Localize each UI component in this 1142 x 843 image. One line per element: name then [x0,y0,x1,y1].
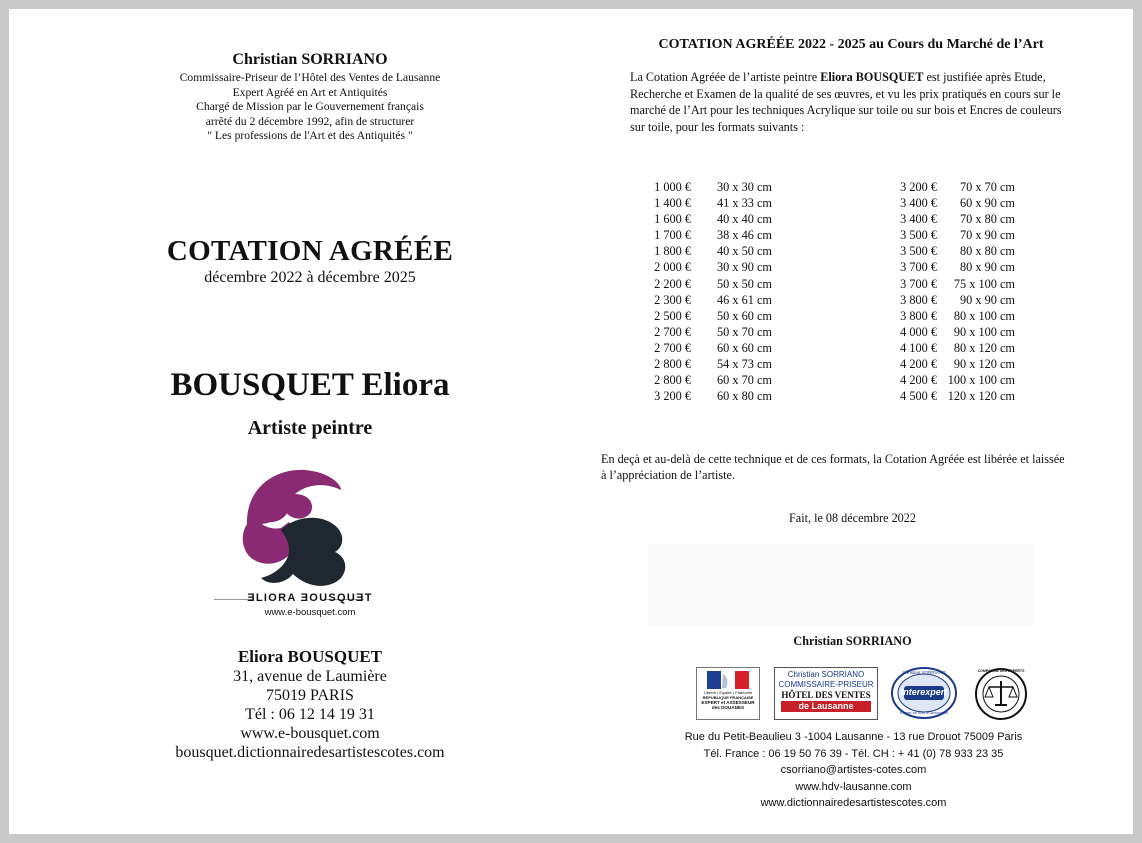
price-row [649,179,1015,195]
format-small: 60 x 60 cm [717,340,772,355]
format-large: 100 x 100 cm [947,373,1015,388]
price-table [649,179,1015,404]
badge-hotel-name: Christian SORRIANO [787,670,865,679]
badge-compagnie-label: COMPAGNIE DES EXPERTS [977,669,1025,673]
price-row [649,356,1015,372]
price-small: 1 800 € [654,244,691,259]
format-large: 90 x 100 cm [953,324,1015,339]
format-small: 30 x 90 cm [717,260,772,275]
price-small: 2 200 € [654,276,691,291]
signature-date: Fait, le 08 décembre 2022 [789,511,916,525]
cotation-period: décembre 2022 à décembre 2025 [204,269,416,286]
price-list-title: COTATION AGRÉÉE 2022 - 2025 au Cours du Marché de l’Art [658,37,1044,52]
format-large: 70 x 80 cm [960,212,1015,227]
price-small: 2 300 € [654,292,691,307]
intro-artist-name: Eliora BOUSQUET [820,70,924,84]
format-large: 80 x 120 cm [953,340,1015,355]
contact-city: 75019 PARIS [266,687,354,704]
badge-expert-word: expert [920,687,948,697]
format-small: 40 x 40 cm [717,212,772,227]
price-large: 3 400 € [900,212,937,227]
badge-hotel-role: COMMISSAIRE-PRISEUR [778,680,874,689]
price-small: 2 700 € [654,340,691,355]
price-small: 2 500 € [654,308,691,323]
price-row [649,292,1015,308]
hotel-des-ventes-badge [774,667,878,720]
artist-logo [237,464,352,594]
badge-hotel-ventes: HÔTEL DES VENTES [781,690,871,700]
price-row [649,211,1015,227]
format-small: 38 x 46 cm [717,228,772,243]
format-large: 120 x 120 cm [947,389,1015,404]
document-sheet [9,9,1133,834]
artist-role: Artiste peintre [247,417,373,439]
price-large: 3 800 € [900,308,937,323]
format-small: 50 x 60 cm [717,308,772,323]
intro-text-end: est justifiée après Etude, Recherche et Examen de la qualité de ses œuvres, et vu les prix pratiqués en cours sur le marché de l’Art pour les techniques Acrylique sur toile ou sur bois et Encres de couleurs sur toile, pour les formats suivants : [630,70,1062,134]
artist-name: BOUSQUET Eliora [170,367,450,403]
price-large: 3 400 € [900,196,937,211]
format-small: 30 x 30 cm [717,180,772,194]
intro-paragraph [630,69,1075,135]
format-small: 40 x 50 cm [717,244,772,259]
price-row [649,340,1015,356]
price-large: 4 200 € [900,357,937,372]
price-small: 2 700 € [654,324,691,339]
footer-hdv-link[interactable]: www.hdv-lausanne.com [795,780,912,793]
format-small: 50 x 70 cm [717,324,772,339]
interexpert-badge [890,667,958,720]
expert-credentials [119,71,501,144]
price-large: 3 800 € [900,292,937,307]
contact-details [119,667,501,762]
footer-dictionary-link[interactable]: www.dictionnairedesartistescotes.com [760,797,947,810]
format-large: 80 x 100 cm [953,308,1015,323]
outro-paragraph: En deçà et au-delà de cette technique et de ces formats, la Cotation Agréée est libérée et laissée à l’appréciation de l’artiste. [601,452,1065,483]
price-small: 2 800 € [654,357,691,372]
price-small: 1 400 € [654,196,691,211]
price-row [649,243,1015,259]
price-row [649,276,1015,292]
price-row [649,308,1015,324]
format-large: 90 x 120 cm [953,357,1015,372]
format-large: 70 x 90 cm [960,228,1015,243]
format-large: 80 x 80 cm [960,244,1015,259]
expert-name: Christian SORRIANO [232,51,388,68]
intro-text-start: La Cotation Agréée de l’artiste peintre [630,70,821,84]
badge-motto: Liberté • Égalité • Fraternité [703,690,753,695]
compagnie-experts-badge [973,667,1029,720]
eliora-monogram-icon [237,464,352,589]
contact-address: 31, avenue de Laumière [233,668,387,685]
logo-website: www.e-bousquet.com [264,607,356,618]
badge-inter: Inter [900,687,921,697]
format-large: 90 x 90 cm [960,292,1015,307]
scales-of-justice-icon [973,667,1029,720]
contact-name: Eliora BOUSQUET [237,647,383,666]
price-large: 3 700 € [900,260,937,275]
price-small: 1 000 € [654,180,691,194]
price-large: 4 200 € [900,373,937,388]
price-row [649,388,1015,404]
credential-line: " Les professions de l'Art et des Antiquités " [207,129,413,143]
price-row [649,372,1015,388]
logo-wordmark: ƎLIORA ƎOUSQUƎT [247,592,373,604]
credential-line: Commissaire-Priseur de l’Hôtel des Ventes de Lausanne [179,71,441,84]
format-small: 60 x 70 cm [717,373,772,388]
price-large: 4 100 € [900,340,937,355]
price-small: 1 700 € [654,228,691,243]
badge-interexpert-caption: Expert en Arts et Antiquités [899,710,949,715]
badge-lausanne: de Lausanne [781,701,871,712]
format-large: 80 x 90 cm [960,260,1015,275]
republique-francaise-badge [696,667,760,720]
format-large: 70 x 70 cm [960,180,1015,194]
footer-email[interactable]: csorriano@artistes-cotes.com [780,764,927,777]
price-row [649,195,1015,211]
credential-line: arrêté du 2 décembre 1992, afin de structurer [205,114,415,128]
price-row [649,259,1015,275]
price-large: 3 500 € [900,228,937,243]
format-small: 46 x 61 cm [717,292,772,307]
format-large: 60 x 90 cm [960,196,1015,211]
price-large: 4 500 € [900,389,937,404]
badge-republique: RÉPUBLIQUE FRANÇAISE [702,695,754,700]
format-small: 60 x 80 cm [717,389,772,404]
footer-phones: Tél. France : 06 19 50 76 39 - Tél. CH : + 41 (0) 78 933 23 35 [703,747,1004,760]
price-row [649,227,1015,243]
format-large: 75 x 100 cm [953,276,1015,291]
signature-area [648,544,1034,626]
badge-douanes: des DOUANES [711,705,745,710]
expert-contact-footer [601,729,1106,812]
price-row [649,324,1015,340]
price-small: 1 600 € [654,212,691,227]
cotation-title: COTATION AGRÉÉE [166,235,454,267]
credential-line: Expert Agréé en Art et Antiquités [232,85,388,99]
price-small: 2 000 € [654,260,691,275]
format-small: 54 x 73 cm [717,357,772,372]
signatory-name: Christian SORRIANO [793,634,912,648]
badge-interexpert-owner: Christian SORRIANO [902,670,946,675]
price-large: 3 200 € [900,180,937,194]
price-small: 2 800 € [654,373,691,388]
contact-website[interactable]: www.e-bousquet.com [240,725,380,742]
contact-dictionary-link[interactable]: bousquet.dictionnairedesartistescotes.com [175,744,445,761]
badge-expert: EXPERT et ASSESSEUR [701,700,755,705]
price-large: 3 700 € [900,276,937,291]
price-large: 3 500 € [900,244,937,259]
credential-line: Chargé de Mission par le Gouvernement français [196,100,424,114]
format-small: 41 x 33 cm [717,196,772,211]
contact-phone: Tél : 06 12 14 19 31 [245,706,375,723]
footer-address: Rue du Petit-Beaulieu 3 -1004 Lausanne - 13 rue Drouot 75009 Paris [684,731,1023,743]
price-large: 4 000 € [900,324,937,339]
format-small: 50 x 50 cm [717,276,772,291]
price-small: 3 200 € [654,389,691,404]
price-table-body [649,179,1015,404]
